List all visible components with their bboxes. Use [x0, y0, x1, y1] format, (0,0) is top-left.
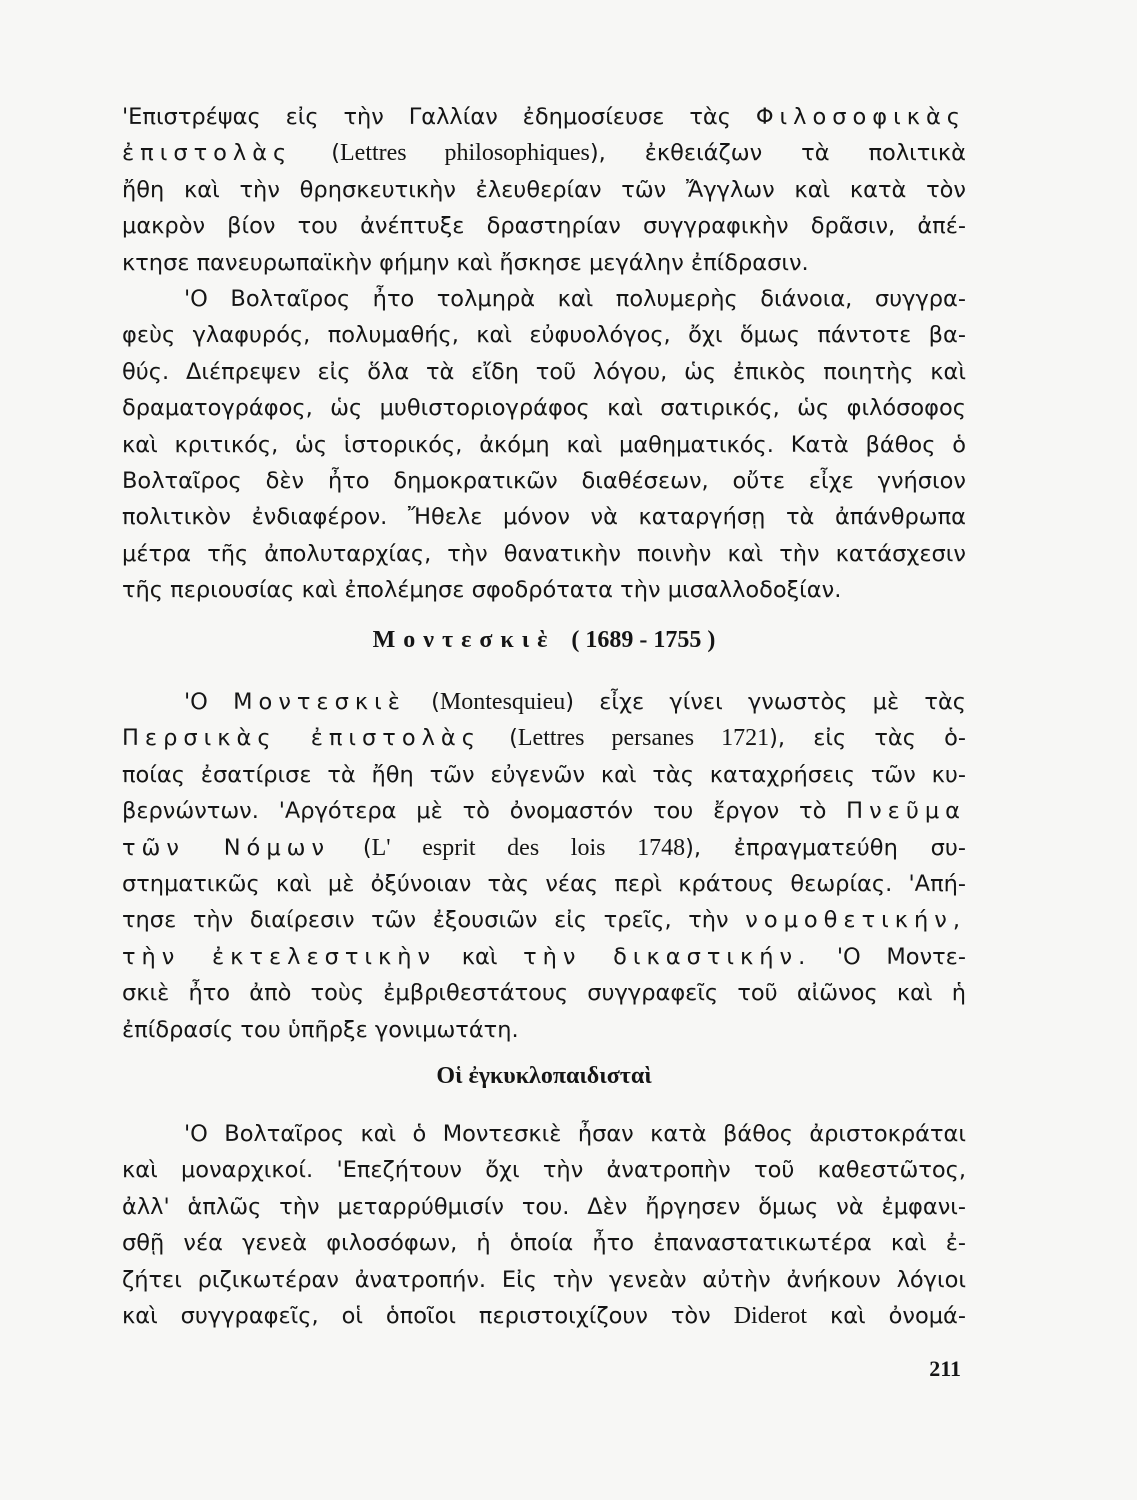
- text-line: [122, 281, 966, 317]
- text-line: [122, 1262, 966, 1298]
- text-run: τῆς περιουσίας καὶ ἐπολέμησε σφοδρότατα τὴν μισαλλοδοξίαν.: [122, 577, 842, 604]
- text-line: [122, 135, 966, 171]
- text-run: καὶ συγγραφεῖς, οἱ ὁποῖοι περιστοιχίζουν τὸν: [122, 1302, 734, 1329]
- paragraph-montesquieu: [122, 684, 966, 1048]
- text-run: φεὺς γλαφυρός, πολυμαθής, καὶ εὐφυολόγος, ὄχι ὅμως πάντοτε βα-: [122, 322, 966, 349]
- text-line: [122, 99, 966, 135]
- text-run: τῶν Νόμων: [122, 834, 331, 861]
- text-run: (: [405, 689, 440, 715]
- text-run: τὴν δικαστικήν.: [523, 943, 812, 970]
- text-run: θύς. Διέπρεψεν εἰς ὅλα τὰ εἴδη τοῦ λόγου, ὡς ἐπικὸς ποιητὴς καὶ: [122, 358, 966, 385]
- text-run: ἤθη καὶ τὴν θρησκευτικὴν ἐλευθερίαν τῶν Ἄγγλων καὶ κατὰ τὸν: [122, 176, 966, 203]
- text-run: καὶ ὀνομά-: [807, 1302, 966, 1329]
- heading-encyclopedists: [122, 1058, 966, 1094]
- text-run: τὴν ἐκτελεστικὴν: [122, 943, 437, 970]
- text-run: καὶ: [436, 943, 524, 970]
- text-run: ) εἶχε γίνει γνωστὸς μὲ τὰς: [565, 689, 966, 715]
- text-run: στηματικῶς καὶ μὲ ὀξύνοιαν τὰς νέας περὶ κράτους θεωρίας. 'Απή-: [122, 870, 966, 897]
- text-line: [122, 793, 966, 829]
- paragraph-voltaire: [122, 99, 966, 608]
- text-run: 'Ο: [184, 689, 234, 715]
- text-run: 'Ο Μοντε-: [811, 943, 966, 970]
- text-run: ἐπίδρασίς του ὑπῆρξε γονιμωτάτη.: [122, 1016, 519, 1043]
- paragraph-encyclopedists: [122, 1116, 966, 1334]
- text-line: [122, 1225, 966, 1261]
- text-run: 'Ο Βολταῖρος καὶ ὁ Μοντεσκιὲ ἦσαν κατὰ βάθος ἀριστοκράται: [184, 1121, 966, 1147]
- text-run: Diderot: [733, 1302, 808, 1329]
- text-line: [122, 463, 966, 499]
- heading-montesquieu: [122, 622, 966, 658]
- text-line: [122, 172, 966, 208]
- text-line: [122, 1012, 966, 1048]
- text-line: [122, 720, 966, 756]
- text-line: [122, 572, 966, 608]
- text-line: [122, 427, 966, 463]
- text-line: [122, 1116, 966, 1152]
- text-run: ἐπιστολὰς: [122, 140, 293, 167]
- text-run: ), ἐπραγματεύθη συ-: [685, 834, 967, 861]
- text-run: (: [480, 725, 518, 752]
- heading-name: Μοντεσκιὲ: [372, 627, 556, 653]
- text-run: Lettres philosophiques: [340, 140, 590, 167]
- text-run: 'Ο Βολταῖρος ἦτο τολμηρὰ καὶ πολυμερὴς διάνοια, συγγρα-: [184, 285, 966, 312]
- text-line: [122, 1189, 966, 1225]
- text-run: ζήτει ριζικωτέραν ἀνατροπήν. Εἰς τὴν γενεὰν αὐτὴν ἀνήκουν λόγιοι: [122, 1266, 966, 1293]
- text-run: ), εἰς τὰς ὁ-: [769, 725, 966, 752]
- text-line: [122, 354, 966, 390]
- text-run: ἀλλ' ἁπλῶς τὴν μεταρρύθμισίν του. Δὲν ἤργησεν ὅμως νὰ ἐμφανι-: [122, 1193, 966, 1220]
- text-run: μέτρα τῆς ἀπολυταρχίας, τὴν θανατικὴν ποινὴν καὶ τὴν κατάσχεσιν: [122, 540, 966, 567]
- text-line: [122, 757, 966, 793]
- heading-title: Οἱ ἐγκυκλοπαιδισταὶ: [436, 1063, 652, 1089]
- text-run: Βολταῖρος δὲν ἦτο δημοκρατικῶν διαθέσεων, οὔτε εἶχε γνήσιον: [122, 467, 966, 494]
- text-run: L' esprit des lois 1748: [371, 834, 686, 861]
- text-line: [122, 939, 966, 975]
- text-run: μακρὸν βίον του ἀνέπτυξε δραστηρίαν συγγραφικὴν δρᾶσιν, ἀπέ-: [122, 213, 966, 240]
- text-run: πολιτικὸν ἐνδιαφέρον. Ἤθελε μόνον νὰ καταργήσῃ τὰ ἀπάνθρωπα: [122, 504, 966, 531]
- text-run: Μοντεσκιὲ: [233, 689, 406, 715]
- text-line: [122, 1152, 966, 1188]
- text-run: καὶ κριτικός, ὡς ἱστορικός, ἀκόμη καὶ μαθηματικός. Κατὰ βάθος ὁ: [122, 431, 966, 458]
- text-run: δραματογράφος, ὡς μυθιστοριογράφος καὶ σατιρικός, ὡς φιλόσοφος: [122, 395, 966, 422]
- text-run: Περσικὰς ἐπιστολὰς: [122, 725, 481, 752]
- text-run: Φιλοσοφικὰς: [755, 104, 966, 130]
- page-number: 211: [929, 1356, 961, 1381]
- text-run: Πνεῦμα: [846, 798, 966, 825]
- text-line: [122, 684, 966, 720]
- text-line: [122, 390, 966, 426]
- text-line: [122, 245, 966, 281]
- text-line: [122, 866, 966, 902]
- text-run: βερνώντων. 'Αργότερα μὲ τὸ ὀνομαστόν του ἔργον τὸ: [122, 798, 847, 825]
- text-run: καὶ μοναρχικοί. 'Επεζήτουν ὄχι τὴν ἀνατροπὴν τοῦ καθεστῶτος,: [122, 1157, 966, 1184]
- text-line: [122, 902, 966, 938]
- text-run: (: [292, 140, 341, 167]
- text-run: ποίας ἐσατίρισε τὰ ἤθη τῶν εὐγενῶν καὶ τὰς καταχρήσεις τῶν κυ-: [122, 761, 966, 788]
- text-run: Montesquieu: [439, 689, 566, 715]
- text-run: σθῇ νέα γενεὰ φιλοσόφων, ἡ ὁποία ἦτο ἐπαναστατικωτέρα καὶ ἐ-: [122, 1230, 966, 1257]
- text-run: Lettres persanes 1721: [517, 725, 770, 752]
- text-line: [122, 208, 966, 244]
- text-line: [122, 317, 966, 353]
- text-line: [122, 830, 966, 866]
- text-run: 'Επιστρέψας εἰς τὴν Γαλλίαν ἐδημοσίευσε τὰς: [122, 104, 756, 130]
- text-run: κτησε πανευρωπαϊκὴν φήμην καὶ ἤσκησε μεγάλην ἐπίδρασιν.: [122, 249, 809, 276]
- text-run: νομοθετικήν,: [745, 907, 966, 934]
- text-line: [122, 536, 966, 572]
- heading-dates: ( 1689 - 1755 ): [571, 627, 716, 653]
- text-run: (: [330, 834, 372, 861]
- text-run: σκιὲ ἦτο ἀπὸ τοὺς ἐμβριθεστάτους συγγραφεῖς τοῦ αἰῶνος καὶ ἡ: [122, 980, 966, 1007]
- text-line: [122, 499, 966, 535]
- text-line: [122, 975, 966, 1011]
- text-run: τησε τὴν διαίρεσιν τῶν ἐξουσιῶν εἰς τρεῖς, τὴν: [122, 907, 746, 934]
- text-line: [122, 1298, 966, 1334]
- text-run: ), ἐκθειάζων τὰ πολιτικὰ: [589, 140, 966, 167]
